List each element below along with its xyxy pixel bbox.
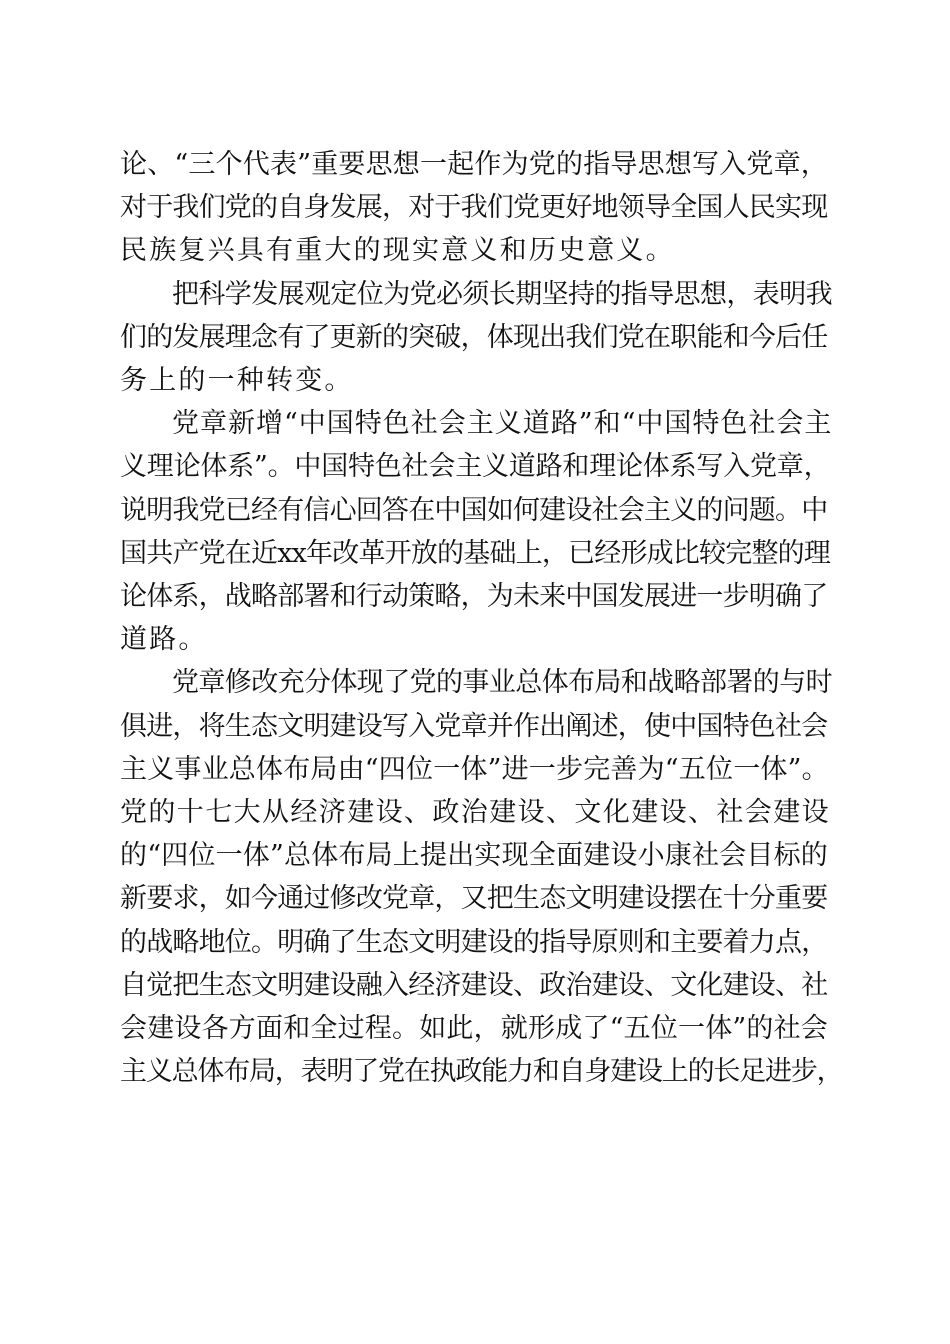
text-line: 把科学发展观定位为党必须长期坚持的指导思想，表明我: [172, 278, 832, 310]
text-line: 论体系，战略部署和行动策略，为未来中国发展进一步明确了: [120, 581, 828, 613]
paragraph-1: [120, 143, 832, 273]
text-line: 的“四位一体”总体布局上提出实现全面建设小康社会目标的: [120, 840, 829, 872]
paragraph-4: [120, 661, 843, 1093]
text-line: 党章修改充分体现了党的事业总体布局和战略部署的与时: [172, 667, 832, 699]
text-line: 对于我们党的自身发展，对于我们党更好地领导全国人民实现: [120, 192, 828, 224]
text-line: 国共产党在近xx年改革开放的基础上，已经形成比较完整的理: [120, 537, 831, 569]
document-body: [120, 143, 843, 1093]
text-line: 论、“三个代表”重要思想一起作为党的指导思想写入党章，: [120, 149, 829, 180]
text-line: 务上的一种转变。: [120, 365, 354, 397]
text-line: 党章新增“中国特色社会主义道路”和“中国特色社会主: [172, 408, 833, 440]
text-line: 们的发展理念有了更新的突破，体现出我们党在职能和今后任: [120, 321, 828, 353]
text-line: 新要求，如今通过修改党章，又把生态文明建设摆在十分重要: [120, 883, 828, 915]
text-line: 义理论体系”。中国特色社会主义道路和理论体系写入党章，: [120, 451, 831, 483]
text-line: 党的十七大从经济建设、政治建设、文化建设、社会建设: [120, 797, 830, 829]
text-line: 道路。: [120, 624, 208, 656]
paragraph-3: [120, 402, 832, 661]
text-line: 会建设各方面和全过程。如此，就形成了“五位一体”的社会: [120, 1013, 829, 1045]
text-line: 民族复兴具有重大的现实意义和历史意义。: [120, 235, 675, 267]
text-line: 俱进，将生态文明建设写入党章并作出阐述，使中国特色社会: [120, 710, 828, 742]
text-line: 主义事业总体布局由“四位一体”进一步完善为“五位一体”。: [120, 753, 829, 785]
paragraph-2: [120, 273, 832, 403]
text-line: 主义总体布局，表明了党在执政能力和自身建设上的长足进步，: [120, 1056, 843, 1088]
text-line: 说明我党已经有信心回答在中国如何建设社会主义的问题。中: [120, 494, 828, 526]
text-line: 的战略地位。明确了生态文明建设的指导原则和主要着力点，: [120, 926, 828, 958]
text-line: 自觉把生态文明建设融入经济建设、政治建设、文化建设、社: [120, 969, 828, 1001]
